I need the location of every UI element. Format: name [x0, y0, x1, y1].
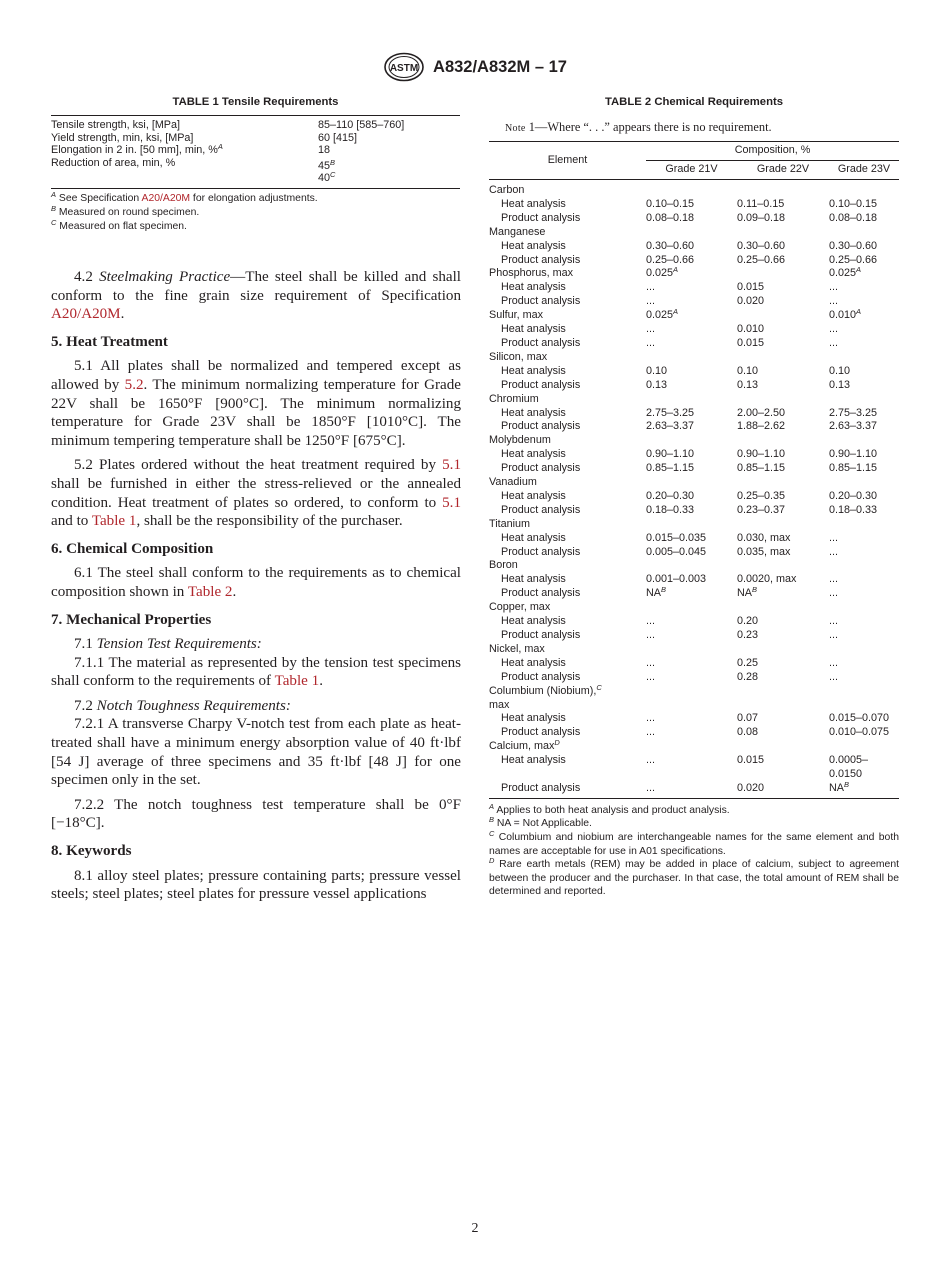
- value-cell: 0.0020, max: [737, 573, 797, 586]
- footnote: $^B$ Measured on round specimen.: [51, 203, 200, 218]
- table-row: [489, 740, 899, 754]
- element-cell: Boron: [489, 559, 518, 572]
- value-cell: ...: [829, 531, 838, 544]
- para-7-1-1: 7.1.1 The material as represented by the tension test specimens shall conform to the requirements of Table 1.: [51, 654, 461, 690]
- value-cell: [646, 643, 737, 657]
- value-cell: ...: [829, 295, 838, 308]
- table-cell: Elongation in 2 in. [50 mm], min, %$^A$: [51, 142, 223, 156]
- document-designation: A832/A832M – 17: [433, 57, 567, 76]
- section-heading-7: 7. Mechanical Properties: [51, 611, 212, 628]
- table-row: [489, 351, 899, 365]
- value-cell: [737, 643, 829, 657]
- table-row: [489, 615, 899, 629]
- table-row: [51, 132, 460, 145]
- value-cell: ...: [829, 670, 838, 683]
- column-header-element: Element: [547, 153, 588, 166]
- value-cell: 0.015–0.070: [829, 712, 890, 725]
- table-row: [489, 281, 899, 295]
- value-cell: 0.25: [737, 656, 759, 669]
- footnote: $^D$ Rare earth metals (REM) may be added in place of calcium, subject to agreement between the producer and the purchaser. In that case, the total amount of REM shall be determined and reported.: [489, 856, 899, 898]
- value-cell: $0.025^A$: [646, 265, 679, 280]
- value-cell: [829, 601, 899, 615]
- table-row: [489, 198, 899, 212]
- element-cell: Heat analysis: [501, 323, 566, 336]
- value-cell: [646, 699, 737, 713]
- element-cell: Product analysis: [501, 781, 581, 794]
- value-cell: [829, 184, 899, 198]
- column-header-grade-21v: Grade 21V: [665, 163, 718, 176]
- value-cell: 0.25–0.66: [737, 253, 786, 266]
- value-cell: [737, 518, 829, 532]
- value-cell: [829, 740, 899, 754]
- value-cell: 2.00–2.50: [737, 406, 786, 419]
- element-cell: Heat analysis: [501, 239, 566, 252]
- column-header-grade-23v: Grade 23V: [837, 163, 891, 176]
- element-cell: Product analysis: [501, 420, 581, 433]
- value-cell: ...: [646, 615, 655, 628]
- value-cell: ...: [646, 656, 655, 669]
- value-cell: 0.10–0.15: [829, 197, 878, 210]
- section-heading-6: 6. Chemical Composition: [51, 540, 214, 557]
- value-cell: 0.90–1.10: [737, 448, 786, 461]
- value-cell: 0.18–0.33: [829, 503, 878, 516]
- value-cell: [829, 351, 899, 365]
- element-cell: Molybdenum: [489, 434, 551, 447]
- element-cell: Heat analysis: [501, 364, 566, 377]
- value-cell: ...: [829, 323, 838, 336]
- value-cell: 0.015: [737, 336, 765, 349]
- element-cell: Heat analysis: [501, 281, 566, 294]
- value-cell: 0.10–0.15: [646, 197, 695, 210]
- value-cell: 0.25–0.35: [737, 489, 786, 502]
- table-2-caption: TABLE 2 Chemical Requirements: [604, 96, 784, 108]
- table-cell: 60 [415]: [318, 131, 358, 144]
- table-row: [489, 601, 899, 615]
- value-cell: ...: [829, 615, 838, 628]
- element-cell: Heat analysis: [501, 406, 566, 419]
- value-cell: [737, 267, 829, 281]
- value-cell: 0.23–0.37: [737, 503, 786, 516]
- element-cell: Carbon: [489, 184, 525, 196]
- element-cell: Product analysis: [501, 336, 581, 349]
- table-cell: Tensile strength, ksi, [MPa]: [51, 119, 181, 131]
- svg-text:ASTM: ASTM: [389, 63, 419, 74]
- element-cell: Product analysis: [501, 545, 581, 558]
- link-table-1[interactable]: Table 1: [91, 513, 137, 530]
- value-cell: [737, 393, 829, 407]
- element-cell: Titanium: [489, 517, 530, 530]
- element-cell: Heat analysis: [501, 712, 566, 725]
- para-5-1: 5.1 All plates shall be normalized and tempered except as allowed by 5.2. The minimum normalizing temperature for Grade 22V shall be 1650°F [900°C]. The minimum normalizing temperature for Grade 23V shall be 1850°F [1010°C]. The minimum tempering temperature shall be 1250°F [675°C].: [51, 358, 461, 449]
- value-cell: ...: [646, 781, 655, 794]
- value-cell: 0.08: [737, 726, 759, 739]
- value-cell: ...: [829, 587, 838, 600]
- table-1-footnotes: [51, 189, 460, 234]
- value-cell: [829, 559, 899, 573]
- footnote: $^A$ Applies to both heat analysis and product analysis.: [489, 801, 730, 816]
- value-cell: ...: [829, 336, 838, 349]
- value-cell: 0.020: [737, 781, 765, 794]
- section-heading-5: 5. Heat Treatment: [51, 333, 168, 350]
- value-cell: ...: [646, 712, 655, 725]
- column-header-grade-22v: Grade 22V: [756, 163, 810, 176]
- table-1-caption: TABLE 1 Tensile Requirements: [172, 96, 339, 108]
- element-cell: Nickel, max: [489, 642, 545, 655]
- value-cell: 0.25–0.66: [829, 253, 878, 266]
- element-cell: Heat analysis: [501, 531, 566, 544]
- value-cell: [737, 740, 829, 754]
- value-cell: 2.75–3.25: [646, 406, 695, 419]
- element-cell: Heat analysis: [501, 197, 566, 210]
- value-cell: 0.23: [737, 629, 759, 641]
- link-table-1[interactable]: Table 1: [274, 673, 320, 690]
- value-cell: 0.015: [737, 281, 765, 294]
- value-cell: 0.30–0.60: [737, 239, 786, 252]
- footnote: $^B$ NA = Not Applicable.: [489, 815, 592, 830]
- value-cell: 0.30–0.60: [829, 239, 878, 252]
- footnote: $^C$ Columbium and niobium are interchangeable names for the same element and both names are acceptable for use in A01 specifications.: [489, 829, 899, 857]
- element-cell: Product analysis: [501, 211, 581, 224]
- table-cell: $45^B$ $40^C$: [318, 157, 336, 184]
- value-cell: $0.010^A$: [829, 307, 862, 322]
- element-cell: Silicon, max: [489, 350, 548, 363]
- value-cell: [829, 226, 899, 240]
- link-a20[interactable]: A20/A20M: [51, 306, 121, 323]
- table-row: [489, 184, 899, 198]
- table-2-chemical: [489, 95, 899, 899]
- value-cell: 0.005–0.045: [646, 545, 707, 558]
- table-row: [51, 157, 460, 185]
- table-row: [489, 754, 899, 782]
- value-cell: [646, 685, 737, 699]
- value-cell: 0.20–0.30: [646, 489, 695, 502]
- value-cell: [646, 476, 737, 490]
- table-row: [489, 532, 899, 546]
- value-cell: 0.07: [737, 712, 759, 725]
- value-cell: 0.010: [737, 323, 765, 336]
- element-cell: Phosphorus, max: [489, 267, 574, 280]
- page-header: [0, 52, 950, 82]
- table-1-tensile: [51, 95, 460, 234]
- table-row: [489, 657, 899, 671]
- value-cell: ...: [646, 754, 655, 767]
- element-cell: Product analysis: [501, 253, 581, 266]
- value-cell: ...: [646, 629, 655, 641]
- table-row: [489, 309, 899, 323]
- left-column-body: [51, 268, 461, 904]
- table-row: [489, 629, 899, 643]
- element-cell: Product analysis: [501, 726, 581, 739]
- table-row: [489, 323, 899, 337]
- element-cell: Product analysis: [501, 629, 581, 641]
- element-cell: Manganese: [489, 225, 546, 238]
- table-row: [51, 144, 460, 157]
- table-row: [489, 712, 899, 726]
- value-cell: $NA^B$: [646, 585, 667, 600]
- table-row: [489, 490, 899, 504]
- value-cell: [829, 699, 899, 713]
- value-cell: $0.025^A$: [829, 265, 862, 280]
- page-number: 2: [471, 1221, 479, 1236]
- value-cell: [737, 685, 829, 699]
- table-row: [489, 504, 899, 518]
- value-cell: ...: [646, 295, 655, 308]
- value-cell: [737, 351, 829, 365]
- table-row: [489, 587, 899, 601]
- value-cell: [646, 559, 737, 573]
- link-table-2[interactable]: Table 2: [187, 583, 233, 600]
- value-cell: 0.13: [737, 378, 759, 391]
- column-header-composition: Composition, %: [646, 142, 899, 161]
- table-row: [489, 685, 899, 699]
- element-cell: Product analysis: [501, 295, 581, 308]
- value-cell: 0.0005–0.0150: [829, 754, 869, 781]
- table-row: [489, 726, 899, 740]
- value-cell: 0.015: [737, 754, 765, 767]
- table-cell: Reduction of area, min, %: [51, 156, 176, 169]
- table-row: [489, 782, 899, 796]
- para-7-2: 7.2 Notch Toughness Requirements:: [74, 697, 291, 714]
- value-cell: 0.001–0.003: [646, 573, 707, 586]
- value-cell: [829, 476, 899, 490]
- value-cell: 0.13: [829, 378, 851, 391]
- para-4-2: 4.2 Steelmaking Practice—The steel shall be killed and shall conform to the fine grain size requirement of Specification A20/A20M.: [51, 269, 462, 323]
- value-cell: $NA^B$: [829, 779, 850, 794]
- value-cell: 0.85–1.15: [829, 462, 878, 475]
- value-cell: 0.18–0.33: [646, 503, 695, 516]
- para-5-2: 5.2 Plates ordered without the heat treatment required by 5.1 shall be furnished in either the stress-relieved or the annealed condition. Heat treatment of plates so ordered, to conform to 5.1 and to Table 1, shall be the responsibility of the purchaser.: [51, 457, 461, 530]
- value-cell: [737, 476, 829, 490]
- value-cell: $NA^B$: [737, 585, 758, 600]
- table-cell: Yield strength, min, ksi, [MPa]: [51, 131, 194, 144]
- para-8-1: 8.1 alloy steel plates; pressure containing parts; pressure vessel steels; steel plates; steel plates for pressure vessel applications: [51, 867, 461, 903]
- value-cell: 0.020: [737, 295, 765, 308]
- para-6-1: 6.1 The steel shall conform to the requirements as to chemical composition shown in Table 2.: [51, 565, 461, 600]
- value-cell: ...: [829, 545, 838, 558]
- table-row: [489, 379, 899, 393]
- value-cell: ...: [646, 336, 655, 349]
- table-row: [489, 212, 899, 226]
- table-row: [489, 462, 899, 476]
- value-cell: [829, 393, 899, 407]
- value-cell: 2.75–3.25: [829, 406, 878, 419]
- table-cell: 18: [318, 144, 331, 156]
- value-cell: 0.13: [646, 378, 668, 391]
- value-cell: [829, 518, 899, 532]
- value-cell: 0.035, max: [737, 545, 791, 558]
- value-cell: [737, 434, 829, 448]
- para-7-2-2: 7.2.2 The notch toughness test temperature shall be 0°F [−18°C].: [51, 796, 461, 832]
- element-cell: Columbium (Niobium),$^C$: [489, 682, 602, 697]
- table-row: [489, 337, 899, 351]
- link-a20[interactable]: A20/A20M: [141, 192, 191, 204]
- table-row: [489, 573, 899, 587]
- element-cell: Sulfur, max: [489, 309, 544, 322]
- value-cell: $0.025^A$: [646, 307, 679, 322]
- value-cell: [646, 393, 737, 407]
- value-cell: [737, 184, 829, 198]
- value-cell: 0.10: [737, 364, 759, 377]
- table-row: [489, 226, 899, 240]
- element-cell: Calcium, $\max^D$: [489, 738, 560, 753]
- table-row: [489, 295, 899, 309]
- value-cell: 0.010–0.075: [829, 726, 890, 739]
- value-cell: ...: [646, 726, 655, 739]
- value-cell: ...: [829, 573, 838, 586]
- link-5-2[interactable]: 5.2: [124, 376, 144, 393]
- footnote: $^A$ See Specification A20/A20M for elongation adjustments.: [51, 189, 318, 204]
- value-cell: [737, 699, 829, 713]
- value-cell: [737, 601, 829, 615]
- para-7-2-1: 7.2.1 A transverse Charpy V-notch test from each plate as heat-treated shall have a minimum energy absorption value of 40 ft·lbf [54 J] average of three specimens and 35 ft·lbf [48 J] for one specimen only in the set.: [51, 716, 461, 789]
- table-cell: 85–110 [585–760]: [318, 119, 405, 131]
- value-cell: [646, 740, 737, 754]
- table-row: [489, 434, 899, 448]
- value-cell: 0.10: [829, 364, 851, 377]
- value-cell: [737, 309, 829, 323]
- table-row: [489, 643, 899, 657]
- chemical-table: [489, 141, 899, 796]
- value-cell: 2.63–3.37: [646, 420, 695, 433]
- link-5-1[interactable]: 5.1: [442, 457, 461, 474]
- value-cell: [829, 685, 899, 699]
- table-row: [489, 420, 899, 434]
- value-cell: 0.85–1.15: [737, 462, 786, 475]
- value-cell: [737, 226, 829, 240]
- table-row: [489, 254, 899, 268]
- value-cell: ...: [829, 281, 838, 294]
- value-cell: [646, 184, 737, 198]
- element-cell: Heat analysis: [501, 615, 566, 628]
- value-cell: 0.85–1.15: [646, 462, 695, 475]
- element-cell: Vanadium: [489, 476, 537, 489]
- table-row: [489, 476, 899, 490]
- section-heading-8: 8. Keywords: [51, 843, 132, 860]
- table-2-footnotes: [489, 799, 899, 899]
- table-row: [489, 699, 899, 713]
- value-cell: ...: [646, 323, 655, 336]
- value-cell: [646, 226, 737, 240]
- value-cell: 0.10: [646, 364, 668, 377]
- table-row: [489, 407, 899, 421]
- value-cell: [829, 643, 899, 657]
- table-row: [489, 559, 899, 573]
- value-cell: 0.20–0.30: [829, 489, 878, 502]
- element-cell: Copper, max: [489, 601, 551, 614]
- value-cell: [646, 601, 737, 615]
- value-cell: [646, 351, 737, 365]
- value-cell: 0.30–0.60: [646, 239, 695, 252]
- value-cell: [829, 434, 899, 448]
- element-cell: Product analysis: [501, 503, 581, 516]
- value-cell: [646, 434, 737, 448]
- link-5-1[interactable]: 5.1: [442, 494, 461, 511]
- element-cell: Product analysis: [501, 462, 581, 475]
- table-row: [489, 267, 899, 281]
- element-cell: Product analysis: [501, 378, 581, 391]
- table-row: [51, 119, 460, 132]
- value-cell: 0.08–0.18: [646, 211, 695, 224]
- astm-logo-icon: [383, 52, 425, 82]
- element-cell: Heat analysis: [501, 573, 566, 586]
- table-row: [489, 518, 899, 532]
- value-cell: ...: [829, 629, 838, 641]
- value-cell: 0.25–0.66: [646, 253, 695, 266]
- table-row: [489, 393, 899, 407]
- value-cell: 0.11–0.15: [737, 197, 785, 210]
- table-row: [489, 448, 899, 462]
- table-row: [489, 365, 899, 379]
- value-cell: 0.08–0.18: [829, 211, 878, 224]
- value-cell: ...: [646, 281, 655, 294]
- value-cell: 0.90–1.10: [646, 448, 695, 461]
- value-cell: 0.09–0.18: [737, 211, 786, 224]
- value-cell: 0.015–0.035: [646, 531, 707, 544]
- table-2-note: Note 1—Where “. . .” appears there is no requirement.: [505, 120, 772, 134]
- element-cell: Product analysis: [501, 587, 581, 600]
- value-cell: 0.20: [737, 615, 759, 628]
- value-cell: 2.63–3.37: [829, 420, 878, 433]
- element-cell: Heat analysis: [501, 489, 566, 502]
- value-cell: ...: [829, 656, 838, 669]
- element-cell: max: [489, 698, 510, 711]
- table-row: [489, 546, 899, 560]
- element-cell: Heat analysis: [501, 448, 566, 461]
- table-row: [489, 671, 899, 685]
- element-cell: Heat analysis: [501, 656, 566, 669]
- table-row: [489, 240, 899, 254]
- element-cell: Product analysis: [501, 670, 581, 683]
- element-cell: Heat analysis: [501, 754, 566, 767]
- footnote: $^C$ Measured on flat specimen.: [51, 217, 187, 232]
- value-cell: [646, 518, 737, 532]
- value-cell: 1.88–2.62: [737, 420, 786, 433]
- value-cell: ...: [646, 670, 655, 683]
- value-cell: [737, 559, 829, 573]
- element-cell: Chromium: [489, 392, 539, 405]
- para-7-1: 7.1 Tension Test Requirements:: [74, 636, 262, 653]
- value-cell: 0.90–1.10: [829, 448, 878, 461]
- value-cell: 0.030, max: [737, 531, 791, 544]
- value-cell: 0.28: [737, 670, 759, 683]
